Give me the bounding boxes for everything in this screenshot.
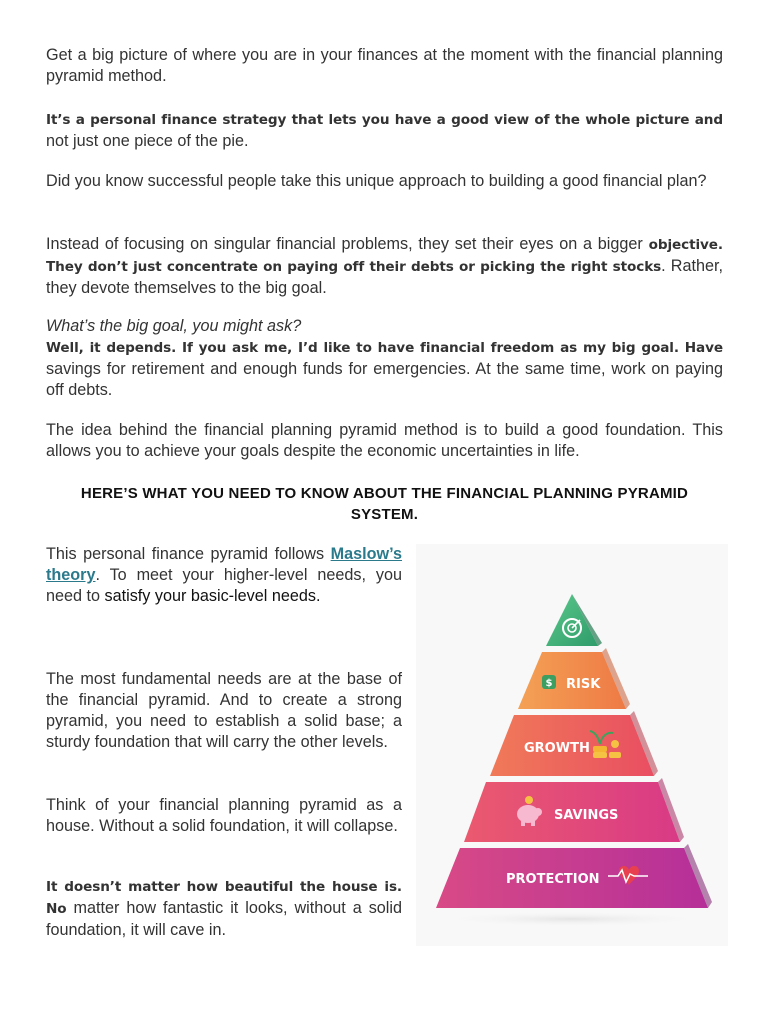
question-paragraph: Did you know successful people take this unique approach to building a good financial plan? — [46, 172, 707, 190]
house-paragraph: Think of your financial planning pyramid as a house. Without a solid foundation, it will collapse. — [46, 796, 402, 835]
savings-label: SAVINGS — [554, 808, 619, 823]
focus-paragraph: Instead of focusing on singular financial problems, they set their eyes on a bigger objective. They don’t just concentrate on paying off their debts or picking the right stocks. Rather, they devote themselves to the big goal. — [46, 235, 723, 297]
protection-label: PROTECTION — [506, 872, 600, 887]
big-goal-bold-text: Well, it depends. If you ask me, I’d like to have financial freedom as my big goal. Have — [46, 340, 723, 356]
growth-label: GROWTH — [524, 741, 590, 756]
basic-needs-text: satisfy your basic-level needs. — [104, 587, 321, 605]
foundation-paragraph: The idea behind the financial planning pyramid method is to build a good foundation. This allows you to achieve your goals despite the economic uncertainties in life. — [46, 421, 723, 460]
pyramid-level-protection — [436, 844, 712, 908]
financial-pyramid-image — [416, 544, 728, 946]
pyramid-level-growth — [490, 711, 658, 776]
intro-paragraph: Get a big picture of where you are in your finances at the moment with the financial planning pyramid method. — [46, 46, 723, 85]
maslow-theory-link[interactable]: Maslow’s theory — [46, 545, 402, 584]
beautiful-house-paragraph: It doesn’t matter how beautiful the house is. No matter how fantastic it looks, without a solid foundation, it will cave in. — [46, 879, 402, 939]
big-goal-question: What’s the big goal, you might ask? — [46, 317, 302, 335]
big-goal-paragraph: What’s the big goal, you might ask? Well, it depends. If you ask me, I’d like to have financial freedom as my big goal. Have savings for retirement and enough funds for emergencies. At the same time, work on paying off debts. — [46, 317, 723, 399]
pyramid-level-savings — [464, 778, 684, 842]
pyramid-shadow — [432, 911, 712, 927]
section-heading: HERE’S WHAT YOU NEED TO KNOW ABOUT THE FINANCIAL PLANNING PYRAMID SYSTEM. — [80, 485, 689, 523]
strategy-paragraph: It’s a personal finance strategy that lets you have a good view of the whole picture and not just one piece of the pie. — [46, 112, 723, 150]
svg-text:$: $ — [545, 678, 553, 689]
maslow-paragraph: This personal finance pyramid follows Maslow’s theory. To meet your higher-level needs, you need to satisfy your basic-level needs. — [46, 545, 402, 605]
strategy-bold-text: It’s a personal finance strategy that lets you have a good view of the whole picture and — [46, 112, 723, 128]
focus-bold-text: objective. They don’t just concentrate on paying off their debts or picking the right stocks — [46, 237, 723, 275]
beautiful-house-bold-text: It doesn’t matter how beautiful the house is. No — [46, 879, 402, 917]
risk-label: RISK — [566, 677, 601, 692]
fundamental-needs-paragraph: The most fundamental needs are at the base of the financial pyramid. And to create a strong pyramid, you need to establish a solid base; a sturdy foundation that will carry the other levels. — [46, 670, 402, 751]
